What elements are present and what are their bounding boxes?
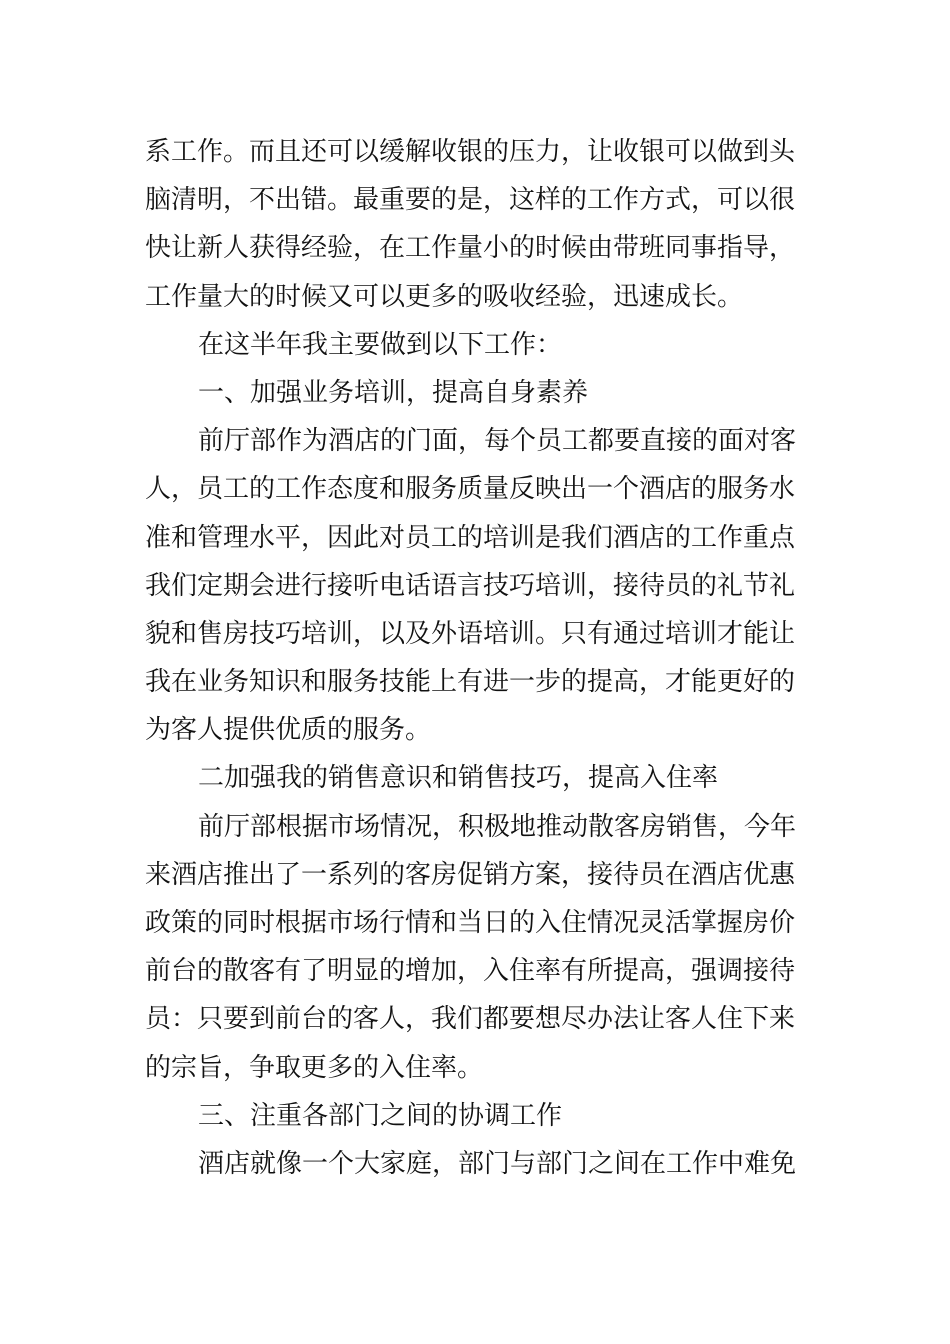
paragraph-first-line: 前厅部根据市场情况，积极地推动散客房销售，今年 [198,811,797,842]
text-line: 政策的同时根据市场行情和当日的入住情况灵活掌握房价 [145,908,796,938]
paragraph-first-line: 酒店就像一个大家庭，部门与部门之间在工作中难免 [198,1148,797,1179]
text-line: 的宗旨，争取更多的入住率。 [145,1052,484,1083]
text-line: 脑清明，不出错。最重要的是，这样的工作方式，可以很 [145,185,796,216]
text-line: 员：只要到前台的客人，我们都要想尽办法让客人住下来 [145,1004,796,1035]
text-line: 人，员工的工作态度和服务质量反映出一个酒店的服务水 [145,474,796,505]
section-heading-2: 二加强我的销售意识和销售技巧，提高入住率 [198,763,719,794]
text-line: 系工作。而且还可以缓解收银的压力，让收银可以做到头 [145,137,796,167]
section-heading-1: 一、加强业务培训，提高自身素养 [198,377,589,408]
text-line: 我们定期会进行接听电话语言技巧培训，接待员的礼节礼 [145,570,796,601]
text-line: 我在业务知识和服务技能上有进一步的提高，才能更好的 [145,667,796,698]
section-heading-3: 三、注重各部门之间的协调工作 [198,1100,563,1131]
text-line: 为客人提供优质的服务。 [145,715,432,746]
paragraph-first-line: 前厅部作为酒店的门面，每个员工都要直接的面对客 [198,426,797,457]
text-line: 工作量大的时候又可以更多的吸收经验，迅速成长。 [145,281,744,312]
paragraph-intro: 在这半年我主要做到以下工作： [198,329,563,360]
document-body [145,128,807,1188]
text-line: 来酒店推出了一系列的客房促销方案，接待员在酒店优惠 [145,859,796,890]
text-line: 准和管理水平，因此对员工的培训是我们酒店的工作重点 [145,522,796,553]
text-line: 快让新人获得经验，在工作量小的时候由带班同事指导， [145,233,796,264]
text-line: 貌和售房技巧培训，以及外语培训。只有通过培训才能让 [145,618,796,649]
text-line: 前台的散客有了明显的增加，入住率有所提高，强调接待 [145,956,796,987]
